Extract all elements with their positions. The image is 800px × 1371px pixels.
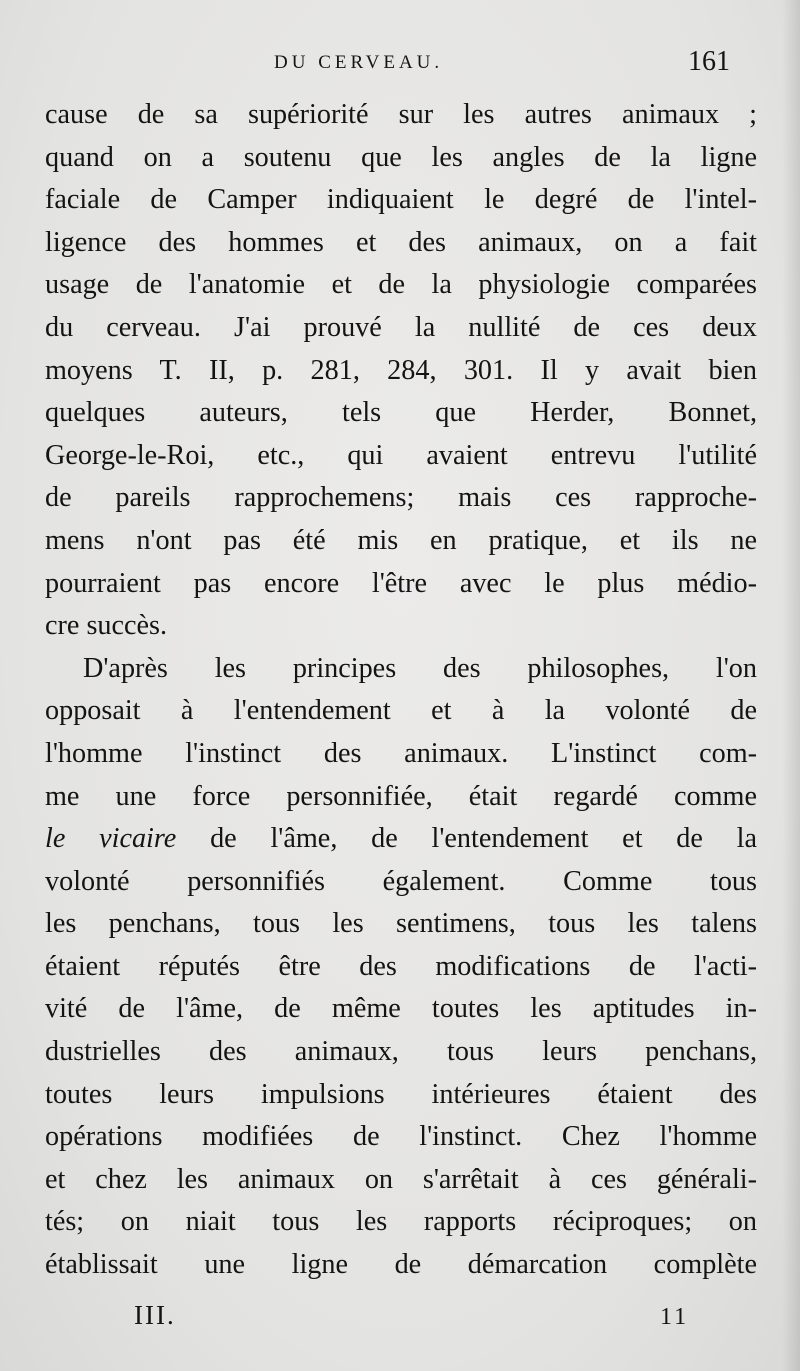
signature-mark: III. xyxy=(134,1300,176,1330)
text-line: me une force personnifiée, était regardé comme xyxy=(45,780,757,812)
text-line xyxy=(45,818,757,861)
text-line: du cerveau. J'ai prouvé la nullité de ces deux xyxy=(45,311,757,343)
text-line: faciale de Camper indiquaient le degré de l'intel- xyxy=(45,184,757,216)
text-line: quand on a soutenu que les angles de la ligne xyxy=(45,141,757,173)
text-line: cre succès. xyxy=(45,610,168,642)
text-line: l'homme l'instinct des animaux. L'instinct com- xyxy=(45,737,757,769)
paragraph-1 xyxy=(45,94,757,648)
text-line: opérations modifiées de l'instinct. Chez l'homme xyxy=(45,1121,757,1153)
gathering-number: 11 xyxy=(660,1304,690,1330)
text-line: cause de sa supériorité sur les autres animaux ; xyxy=(45,99,757,130)
running-head xyxy=(0,48,800,78)
text-line: pourraient pas encore l'être avec le plus médio- xyxy=(45,567,757,599)
text-line: moyens T. II, p. 281, 284, 301. Il y avait bien xyxy=(45,354,757,386)
text-line: George-le-Roi, etc., qui avaient entrevu l'utilité xyxy=(45,439,757,471)
text-line: toutes leurs impulsions intérieures étaient des xyxy=(45,1078,757,1110)
text-line: usage de l'anatomie et de la physiologie comparées xyxy=(45,269,757,301)
running-title: DU CERVEAU. xyxy=(274,52,444,73)
text-line: ligence des hommes et des animaux, on a fait xyxy=(45,226,757,258)
text-line: de pareils rapprochemens; mais ces rapproche- xyxy=(45,482,757,514)
text-line: les penchans, tous les sentimens, tous les talens xyxy=(45,908,757,940)
text-line: dustrielles des animaux, tous leurs penchans, xyxy=(45,1036,757,1068)
text-line: D'après les principes des philosophes, l'on xyxy=(83,652,757,684)
text-line: mens n'ont pas été mis en pratique, et ils ne xyxy=(45,524,757,556)
text-line: établissait une ligne de démarcation complète xyxy=(45,1249,757,1281)
text-line: volonté personnifiés également. Comme tous xyxy=(45,865,757,897)
paragraph-2 xyxy=(45,648,757,1287)
text-line-rest: de l'âme, de l'entendement et de la xyxy=(176,823,757,855)
body-text xyxy=(45,94,757,1287)
text-line: et chez les animaux on s'arrêtait à ces générali- xyxy=(45,1163,757,1195)
text-line: tés; on niait tous les rapports réciproques; on xyxy=(45,1206,757,1238)
text-line: quelques auteurs, tels que Herder, Bonnet, xyxy=(45,397,757,429)
text-line: vité de l'âme, de même toutes les aptitudes in- xyxy=(45,993,757,1025)
page-footer xyxy=(0,1300,800,1340)
italic-phrase: le vicaire xyxy=(45,823,177,855)
text-line: étaient réputés être des modifications de l'acti- xyxy=(45,950,757,982)
text-line: opposait à l'entendement et à la volonté de xyxy=(45,695,757,727)
page-number: 161 xyxy=(688,46,730,77)
page-edge-shadow xyxy=(782,0,800,1371)
